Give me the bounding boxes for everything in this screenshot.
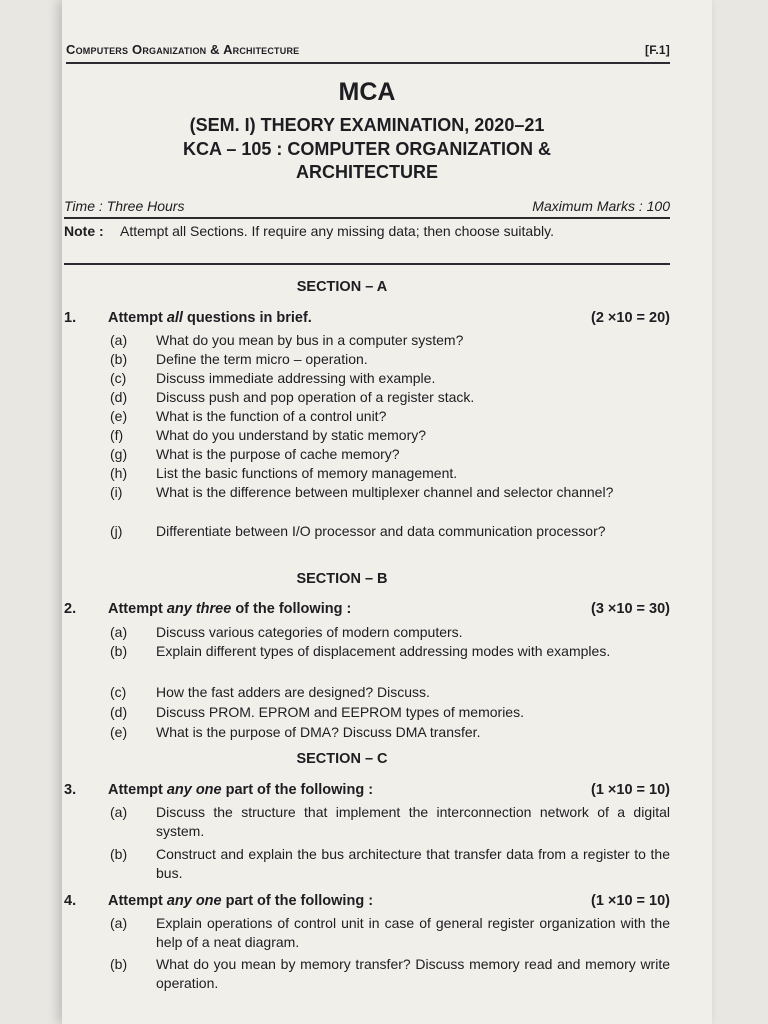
question-1-heading: 1. Attempt all questions in brief. (2 ×10 = 20)	[64, 310, 670, 326]
question-2-heading: 2. Attempt any three of the following : (3 ×10 = 30)	[64, 601, 670, 617]
note-rule	[64, 263, 670, 265]
note-text: Attempt all Sections. If require any missing data; then choose suitably.	[120, 223, 554, 239]
list-item: (c) How the fast adders are designed? Discuss.	[110, 684, 430, 700]
list-item: (d) Discuss push and pop operation of a register stack.	[110, 389, 475, 405]
list-item: (b) Define the term micro – operation.	[110, 351, 368, 367]
section-a-title: SECTION – A	[296, 279, 388, 295]
list-item: (d) Discuss PROM. EPROM and EEPROM types of memories.	[110, 704, 524, 720]
note-label: Note :	[64, 223, 104, 239]
meta-rule	[64, 217, 670, 219]
list-item: (a) Discuss various categories of modern computers.	[110, 624, 463, 640]
time-allowed: Time : Three Hours	[64, 198, 185, 214]
list-item: (b) What do you mean by memory transfer? Discuss memory read and memory write operation.	[110, 956, 670, 991]
question-4-marks: (1 ×10 = 10)	[591, 893, 670, 909]
exam-paper	[62, 0, 712, 1024]
header-page-code: [F.1]	[645, 43, 670, 57]
course-title-line2: ARCHITECTURE	[296, 162, 438, 182]
question-3-heading: 3. Attempt any one part of the following : (1 ×10 = 10)	[64, 782, 670, 798]
list-item: (b) Construct and explain the bus architecture that transfer data from a register to the bus.	[110, 846, 670, 881]
list-item: (e) What is the function of a control unit?	[110, 408, 387, 424]
course-title-line1: KCA – 105 : COMPUTER ORGANIZATION &	[182, 139, 552, 159]
list-item: (j) Differentiate between I/O processor and data communication processor?	[110, 523, 606, 539]
header-rule	[66, 62, 670, 64]
maximum-marks: Maximum Marks : 100	[532, 198, 670, 214]
header-subject: Computers Organization & Architecture	[66, 42, 300, 57]
list-item: (a) Explain operations of control unit in case of general register organization with the help of a neat diagram.	[110, 915, 670, 950]
list-item: (h) List the basic functions of memory management.	[110, 465, 458, 481]
list-item: (a) What do you mean by bus in a computer system?	[110, 332, 464, 348]
list-item: (a) Discuss the structure that implement the interconnection network of a digital system.	[110, 804, 670, 839]
section-c-title: SECTION – C	[296, 751, 388, 767]
question-3-marks: (1 ×10 = 10)	[591, 782, 670, 798]
list-item: (e) What is the purpose of DMA? Discuss DMA transfer.	[110, 724, 481, 740]
section-b-title: SECTION – B	[296, 571, 388, 587]
list-item: (c) Discuss immediate addressing with example.	[110, 370, 436, 386]
list-item: (b) Explain different types of displacement addressing modes with examples.	[110, 643, 611, 659]
program-title: MCA	[338, 78, 396, 106]
list-item: (f) What do you understand by static memory?	[110, 427, 427, 443]
list-item: (g) What is the purpose of cache memory?	[110, 446, 400, 462]
question-4-heading: 4. Attempt any one part of the following : (1 ×10 = 10)	[64, 893, 670, 909]
exam-title: (SEM. I) THEORY EXAMINATION, 2020–21	[189, 115, 545, 135]
exam-meta	[64, 198, 670, 214]
list-item: (i) What is the difference between multiplexer channel and selector channel?	[110, 484, 614, 500]
instructions-note	[64, 221, 670, 241]
question-2-marks: (3 ×10 = 30)	[591, 601, 670, 617]
running-header	[66, 42, 670, 57]
question-1-marks: (2 ×10 = 20)	[591, 310, 670, 326]
